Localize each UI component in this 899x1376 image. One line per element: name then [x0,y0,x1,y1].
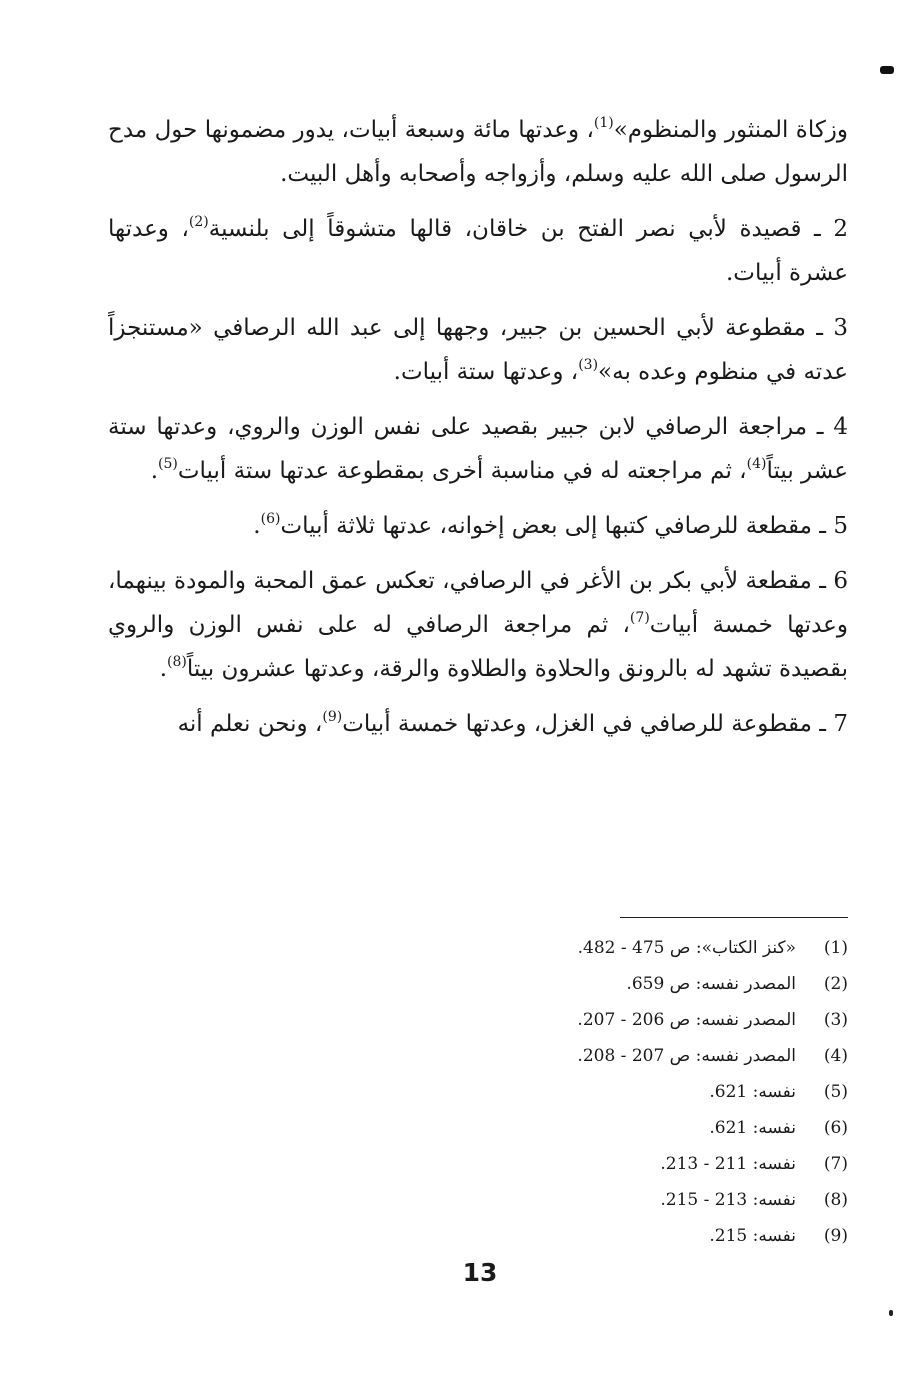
paragraph-text: ، ثم مراجعة الرصافي له على نفس الوزن والروي بقصيدة تشهد له بالرونق والحلاوة والطلاوة والرقة، وعدتها عشرون بيتاً [108,612,848,682]
paragraph-text: 2 ـ قصيدة لأبي نصر الفتح بن خاقان، قالها متشوقاً إلى بلنسية [208,216,848,242]
scan-mark [880,66,894,74]
footnote-number: (2) [823,974,848,994]
footnote-ref: (5) [158,456,178,472]
footnote [500,1110,848,1146]
footnote-ref: (3) [578,357,599,373]
footnote-number: (1) [823,938,848,958]
scan-mark [889,1310,893,1316]
paragraph-text: ، ثم مراجعته له في مناسبة أخرى بمقطوعة عدتها ستة أبيات [177,458,747,484]
paragraph-text: ، وعدتها عشرة أبيات. [108,216,848,286]
footnote-text: «كنز الكتاب»: ص 475 - 482. [577,938,796,958]
footnote-text: نفسه: 215. [709,1226,796,1246]
paragraph-text: 7 ـ مقطوعة للرصافي في الغزل، وعدتها خمسة أبيات [342,711,848,737]
paragraph-text: 3 ـ مقطوعة لأبي الحسين بن جبير، وجهها إلى عبد الله الرصافي «مستنجزاً عدته في منظوم وعده به» [108,315,848,385]
paragraph-text: ، وعدتها ستة أبيات. [393,359,579,385]
footnote [500,966,848,1002]
footnote [500,1074,848,1110]
footnote-text: نفسه: 621. [709,1082,796,1102]
footnote [500,930,848,966]
footnote-ref: (4) [746,456,767,472]
footnote-text: نفسه: 211 - 213. [660,1154,796,1174]
paragraph [108,207,848,295]
footnote-number: (4) [823,1046,848,1066]
footnote-ref: (8) [167,654,187,670]
paragraph [108,306,848,394]
page-number: 13 [462,1258,498,1287]
paragraph [108,405,848,493]
footnote [500,1002,848,1038]
footnote [500,1038,848,1074]
footnote-number: (5) [823,1082,848,1102]
footnote-number: (9) [823,1226,848,1246]
paragraph-text: ، ونحن نعلم أنه [177,711,323,737]
footnote-ref: (1) [593,115,614,131]
footnote-divider [620,917,848,918]
footnote-text: المصدر نفسه: ص 206 - 207. [577,1010,796,1030]
footnote-text: المصدر نفسه: ص 207 - 208. [577,1046,796,1066]
paragraph-text: 5 ـ مقطعة للرصافي كتبها إلى بعض إخوانه، عدتها ثلاثة أبيات [280,513,848,539]
main-text [108,108,848,757]
footnote [500,1146,848,1182]
paragraph-text: 4 ـ مراجعة الرصافي لابن جبير بقصيد على نفس الوزن والروي، وعدتها ستة عشر بيتاً [108,414,848,484]
paragraph-text: . [150,458,158,484]
paragraph-text: 6 ـ مقطعة لأبي بكر بن الأغر في الرصافي، تعكس عمق المحبة والمودة بينهما، وعدتها خمسة أبيات [108,568,848,638]
footnotes [500,930,848,1254]
footnote-ref: (2) [188,214,209,230]
paragraph [108,504,848,548]
footnote-ref: (6) [260,511,281,527]
footnote [500,1182,848,1218]
footnote-number: (8) [823,1190,848,1210]
footnote-number: (3) [823,1010,848,1030]
paragraph [108,108,848,196]
footnote-number: (6) [823,1118,848,1138]
footnote-number: (7) [823,1154,848,1174]
footnote-ref: (7) [629,610,650,626]
paragraph-text: وزكاة المنثور والمنظوم» [613,117,849,143]
footnote-text: نفسه: 621. [709,1118,796,1138]
paragraph [108,702,848,746]
paragraph-text: . [253,513,261,539]
paragraph [108,559,848,691]
footnote [500,1218,848,1254]
paragraph-text: ، وعدتها مائة وسبعة أبيات، يدور مضمونها حول مدح الرسول صلى الله عليه وسلم، وأزواجه وأصحابه وأهل البيت. [108,117,848,187]
footnote-text: نفسه: 213 - 215. [660,1190,796,1210]
paragraph-text: . [159,656,167,682]
footnote-text: المصدر نفسه: ص 659. [626,974,796,994]
footnote-ref: (9) [322,709,343,725]
